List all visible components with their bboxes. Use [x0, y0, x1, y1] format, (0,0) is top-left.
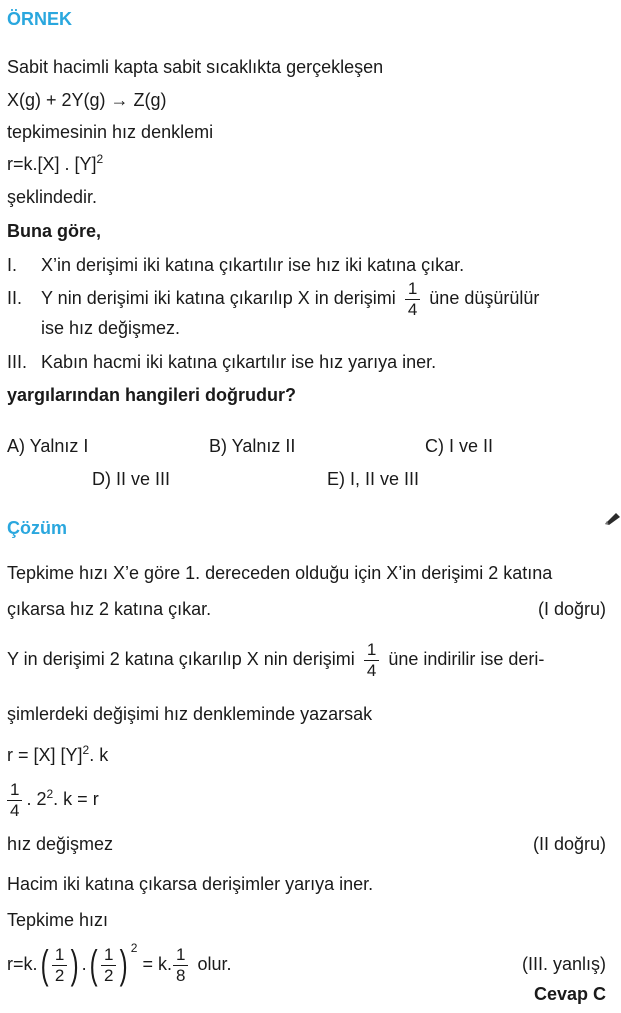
- solution-p1-line1: Tepkime hızı X’e göre 1. dereceden olduğu için X’in derişimi 2 katına: [7, 563, 553, 583]
- solution-p3-line1: Hacim iki katına çıkarsa derişimler yarıya iner.: [7, 874, 374, 894]
- solution-heading: Çözüm: [7, 518, 67, 538]
- fraction-one-quarter: $\frac{1}{4}$: [364, 641, 379, 680]
- solution-p2-conclusion: hız değişmez: [7, 834, 114, 854]
- equation-volume: r=k. ( $\frac{1}{2}$ ) . ( $\frac{1}{2}$ ) $^2$ = k. $\frac{1}{8}$ olur.: [7, 941, 232, 988]
- solution-p1-result: (I doğru): [537, 599, 606, 619]
- solution-p3-result: (III. yanlış): [521, 954, 606, 974]
- rate-equation-label: tepkimesinin hız denklemi: [7, 122, 214, 142]
- form-label: şeklindedir.: [7, 187, 98, 207]
- answer: Cevap C: [533, 984, 606, 1004]
- solution-p2-result: (II doğru): [532, 834, 606, 854]
- example-heading: ÖRNEK: [7, 9, 73, 29]
- example-intro: Sabit hacimli kapta sabit sıcaklıkta gerçekleşen: [7, 57, 384, 77]
- statement-2: II. Y nin derişimi iki katına çıkarılıp X in derişimi $\frac{1}{4}$ üne düşürülür: [7, 278, 540, 319]
- solution-p3-line2: Tepkime hızı: [7, 910, 109, 930]
- fraction-one-quarter: $\frac{1}{4}$: [7, 781, 22, 820]
- option-b: B) Yalnız II: [209, 436, 296, 456]
- solution-p2-line1: Y in derişimi 2 katına çıkarılıp X nin derişimi $\frac{1}{4}$ üne indirilir ise deri-: [7, 639, 545, 680]
- buna-gore: Buna göre,: [7, 221, 102, 241]
- option-d: D) II ve III: [92, 469, 171, 489]
- solution-p2-line2: şimlerdeki değişimi hız denkleminde yazarsak: [7, 704, 373, 724]
- option-a: A) Yalnız I: [7, 436, 89, 456]
- equation-substitution: $\frac{1}{4}$ . $2^2$. k = r: [7, 777, 99, 821]
- reaction-equation: X(g) + 2Y(g) → Z(g): [7, 90, 167, 110]
- question-text: yargılarından hangileri doğrudur?: [7, 385, 297, 405]
- option-c: C) I ve II: [425, 436, 494, 456]
- solution-p1-line2: çıkarsa hız 2 katına çıkar.: [7, 599, 212, 619]
- statement-2-continuation: ise hız değişmez.: [41, 318, 181, 338]
- equation-rate: r = [X] $[Y]^2$. k: [7, 743, 109, 765]
- statement-3: III. Kabın hacmi iki katına çıkartılır ise hız yarıya iner.: [7, 352, 437, 372]
- statement-1: I. X’in derişimi iki katına çıkartılır ise hız iki katına çıkar.: [7, 255, 465, 275]
- pencil-icon: [603, 512, 621, 526]
- option-e: E) I, II ve III: [327, 469, 420, 489]
- rate-equation: r=k.[X] . $[Y]^2$: [7, 152, 104, 174]
- fraction-one-quarter: $\frac{1}{4}$: [405, 280, 420, 319]
